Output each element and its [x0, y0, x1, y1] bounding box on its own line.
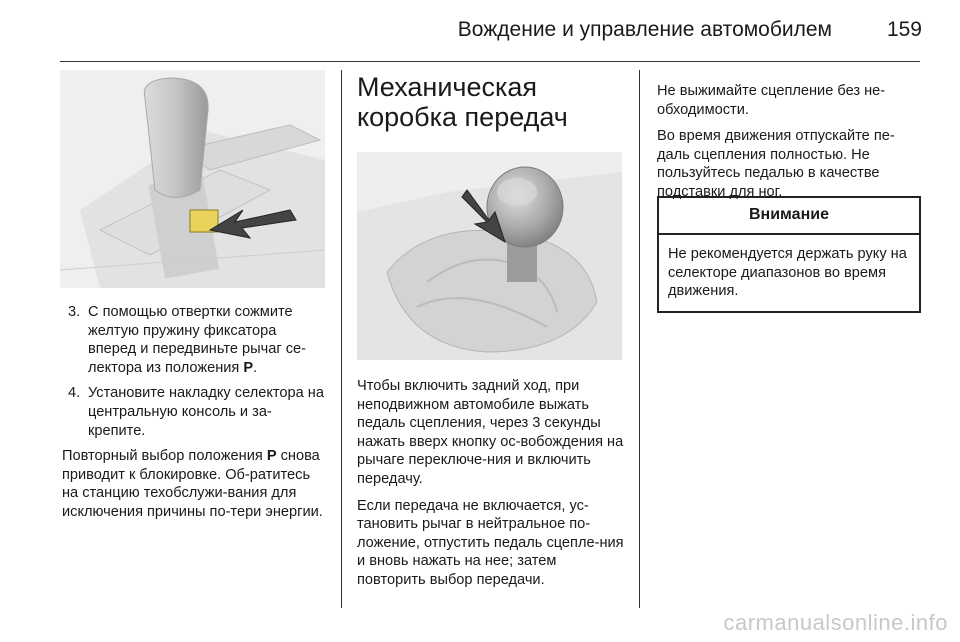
warning-text: Не рекомендуется держать руку на селекторе диапазонов во время движения. [668, 246, 907, 300]
paragraph-text: Повторный выбор положения [62, 448, 267, 465]
column-divider-left [341, 70, 342, 608]
section-title [357, 72, 568, 132]
middle-column-text [357, 377, 627, 598]
left-paragraph [62, 447, 326, 521]
warning-box [657, 196, 921, 313]
warning-title: Внимание [659, 198, 919, 235]
step-item [62, 303, 326, 377]
selector-lever-illustration [60, 70, 325, 288]
left-column-text [62, 303, 326, 530]
section-title-line: коробка передач [357, 102, 568, 132]
right-paragraph: Во время движения отпускайте пе-даль сцепления полностью. Не пользуйтесь педалью в качестве подставки для ног. [657, 128, 895, 200]
watermark: carmanualsonline.info [723, 610, 948, 635]
paragraph-text-end: снова приводит к блокировке. Об-ратитесь на станцию техобслужи-вания для исключения причины по-тери энергии. [62, 448, 323, 520]
right-paragraph: Не выжимайте сцепление без не-обходимости. [657, 83, 886, 118]
step-text-end: . [253, 359, 258, 376]
step-text: Установите накладку селектора на центральную консоль и за-крепите. [88, 385, 324, 439]
header-title: Вождение и управление автомобилем [457, 18, 832, 41]
step-text: С помощью отвертки сожмите желтую пружину фиксатора вперед и передвиньте рычаг се-лектора из положения [88, 304, 307, 376]
right-column-text [657, 82, 919, 210]
instruction-steps [62, 303, 326, 440]
middle-paragraph: Если передача не включается, ус-тановить рычаг в нейтральное по-ложение, отпустить педаль сцепле-ния и вновь нажать на нее; затем повторить выбор передачи. [357, 497, 624, 588]
column-divider-right [639, 70, 640, 608]
manual-gear-lever-illustration [357, 152, 622, 360]
step-item [62, 384, 326, 440]
section-title-line: Механическая [357, 72, 538, 102]
header-rule [60, 61, 920, 62]
paragraph-bold: P [266, 448, 277, 465]
step-number: 3. [68, 304, 81, 320]
middle-paragraph: Чтобы включить задний ход, при неподвижном автомобиле выжать педаль сцепления, через 3 секунды нажать вверх кнопку ос-вобождения на рычаге переключе-ния и включить передачу. [357, 378, 624, 487]
page-number: 159 [886, 18, 922, 41]
step-number: 4. [68, 385, 81, 402]
step-bold: P [243, 359, 254, 376]
